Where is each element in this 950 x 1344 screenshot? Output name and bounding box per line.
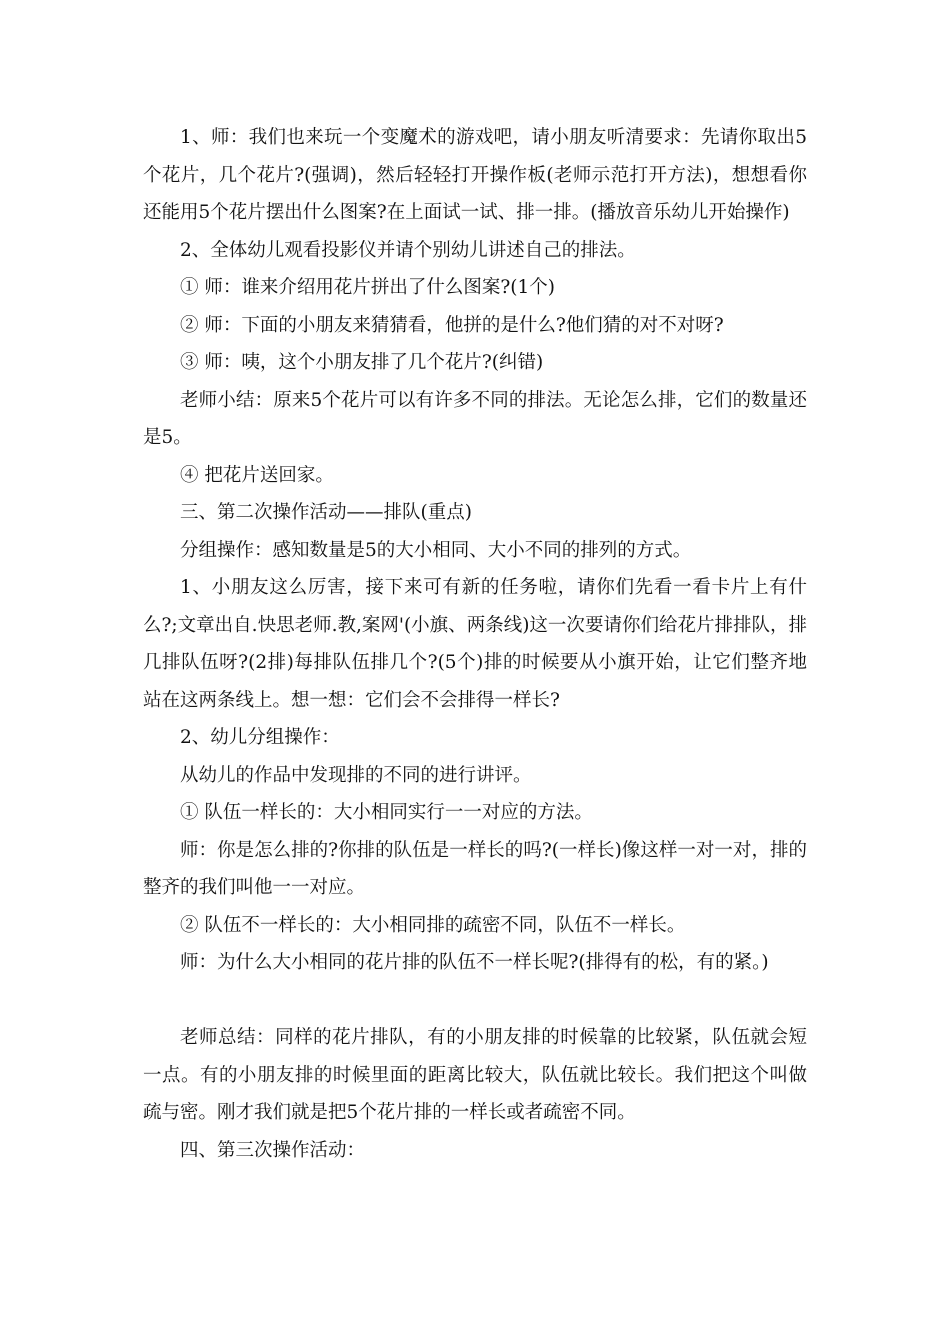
paragraph: 师：为什么大小相同的花片排的队伍不一样长呢?(排得有的松，有的紧。) [180,952,769,973]
document-body [143,119,807,1169]
paragraph: 老师总结：同样的花片排队，有的小朋友排的时候靠的比较紧，队伍就会短一点。有的小朋友排的时候里面的距离比较大，队伍就比较长。我们把这个叫做疏与密。刚才我们就是把5个花片排的一样长或者疏密不同。 [143,1027,807,1123]
section-heading: 四、第三次操作活动： [180,1139,366,1161]
paragraph: 分组操作：感知数量是5的大小相同、大小不同的排列的方式。 [180,539,692,561]
paragraph: ① 队伍一样长的：大小相同实行一一对应的方法。 [180,802,593,823]
paragraph: ④ 把花片送回家。 [180,464,334,486]
paragraph: 2、幼儿分组操作： [180,727,340,748]
paragraph: ② 师：下面的小朋友来猜猜看，他拼的是什么?他们猜的对不对呀? [180,314,724,336]
paragraph: 1、师：我们也来玩一个变魔术的游戏吧，请小朋友听清要求：先请你取出5个花片，几个花片?(强调)，然后轻轻打开操作板(老师示范打开方法)，想想看你还能用5个花片摆出什么图案?在上面试一试、排一排。(播放音乐幼儿开始操作) [143,127,807,223]
paragraph: 师：你是怎么排的?你排的队伍是一样长的吗?(一样长)像这样一对一对，排的整齐的我们叫他一一对应。 [143,839,807,898]
paragraph: ③ 师：咦，这个小朋友排了几个花片?(纠错) [180,352,544,373]
paragraph: ① 师：谁来介绍用花片拼出了什么图案?(1个) [180,277,556,298]
paragraph: 老师小结：原来5个花片可以有许多不同的排法。无论怎么排，它们的数量还是5。 [143,389,807,448]
paragraph: 从幼儿的作品中发现排的不同的进行讲评。 [180,764,532,786]
paragraph: 2、全体幼儿观看投影仪并请个别幼儿讲述自己的排法。 [180,239,636,261]
paragraph-spacer [143,982,807,1020]
section-heading: 三、第二次操作活动——排队(重点) [180,502,472,523]
paragraph: 1、小朋友这么厉害，接下来可有新的任务啦，请你们先看一看卡片上有什么?;文章出自.快思老师.教,案网'(小旗、两条线)这一次要请你们给花片排排队，排几排队伍呀?(2排)每排队伍排几个?(5个)排的时候要从小旗开始，让它们整齐地站在这两条线上。想一想：它们会不会排得一样长? [143,577,807,711]
paragraph: ② 队伍不一样长的：大小相同排的疏密不同，队伍不一样长。 [180,914,686,936]
